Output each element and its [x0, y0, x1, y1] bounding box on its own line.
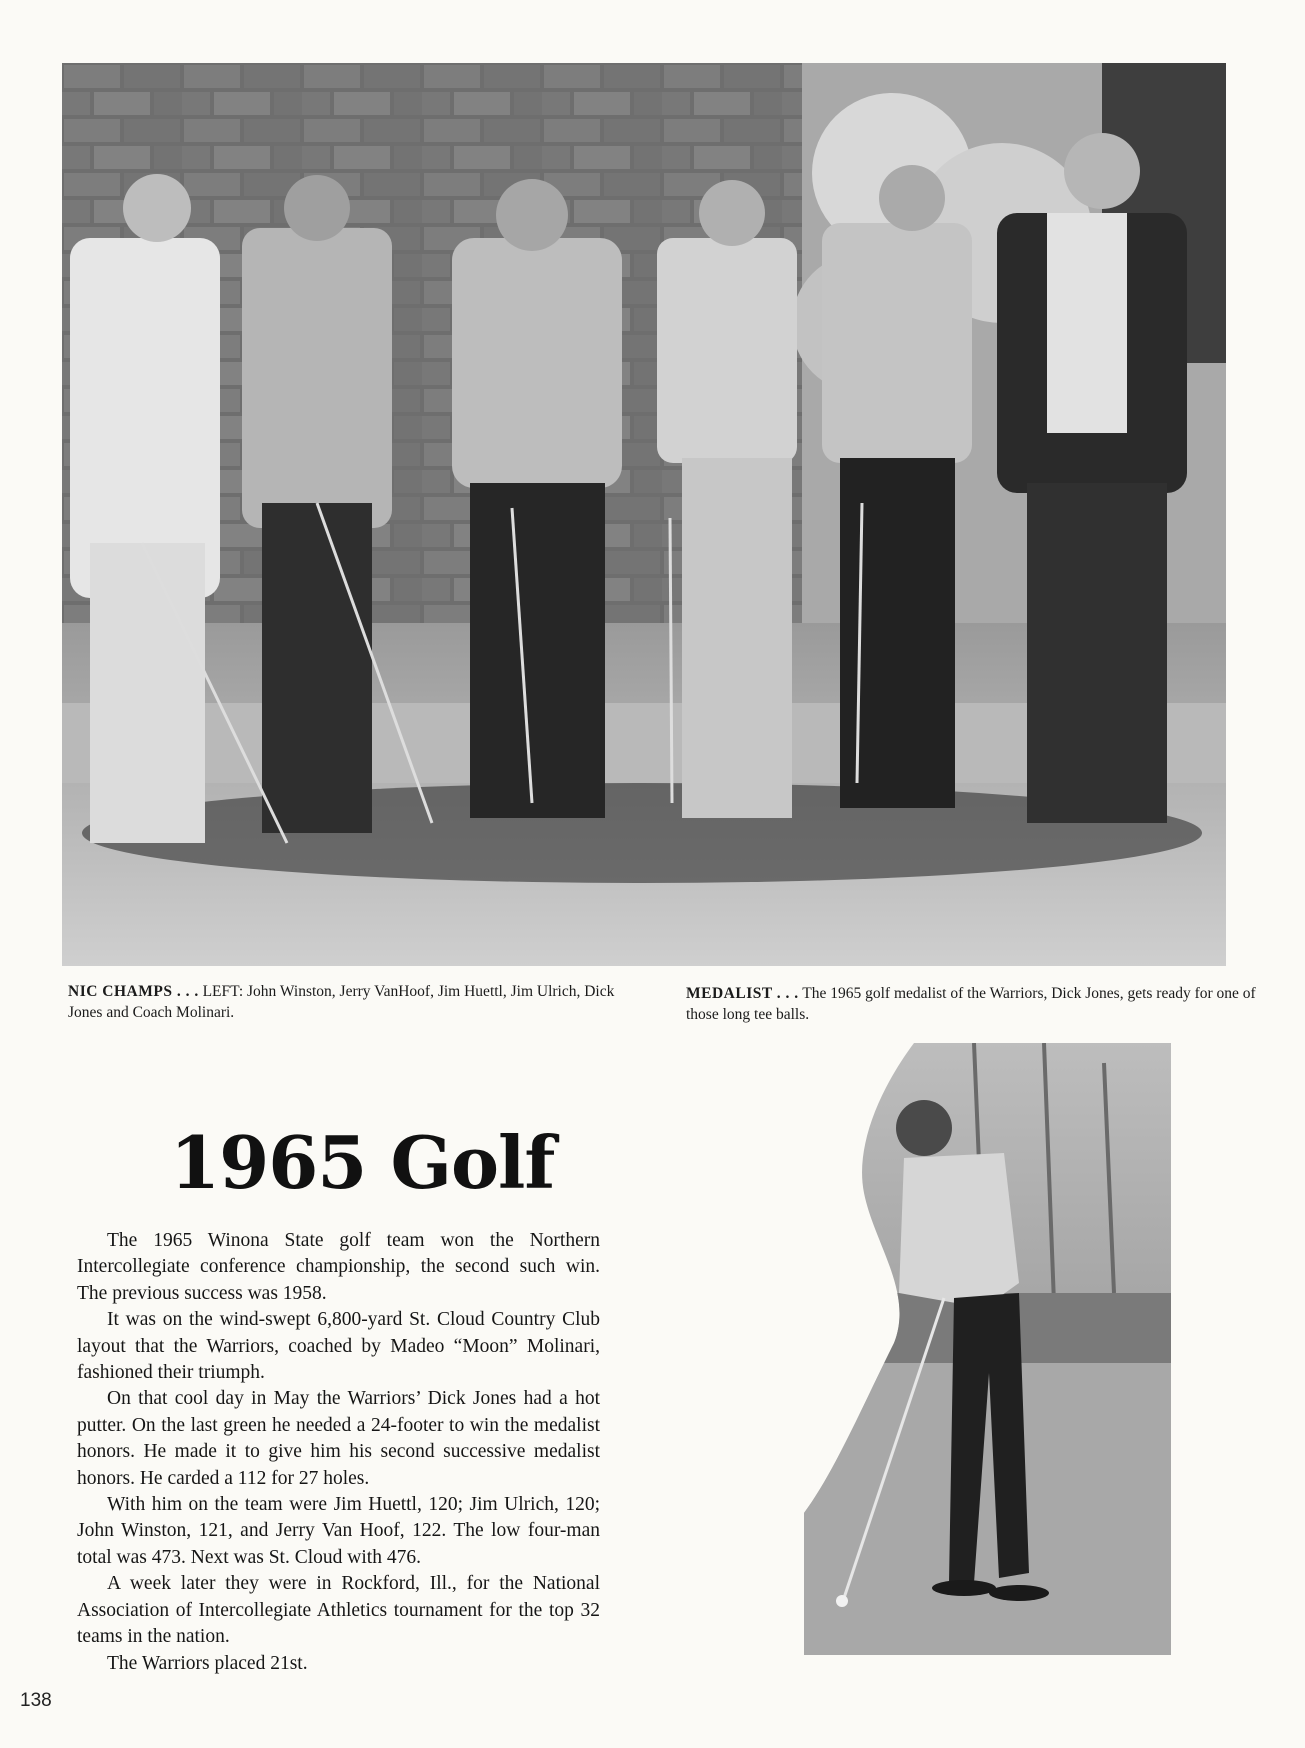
article-paragraph: A week later they were in Rockford, Ill., for the National Association of Intercollegiate Athletics tournament for the top 32 teams in the nation.	[77, 1573, 600, 1648]
team-photo	[62, 63, 1226, 966]
article-paragraph: With him on the team were Jim Huettl, 120; Jim Ulrich, 120; John Winston, 121, and Jerry Van Hoof, 122. The low four-man total was 473. Next was St. Cloud with 476.	[77, 1494, 600, 1568]
team-photo-caption	[68, 981, 628, 1023]
article-paragraph: It was on the wind-swept 6,800-yard St. Cloud Country Club layout that the Warriors, coached by Madeo “Moon” Molinari, fashioned their triumph.	[77, 1309, 600, 1384]
article-paragraph: The 1965 Winona State golf team won the Northern Intercollegiate conference championship, the second such win. The previous success was 1958.	[77, 1230, 600, 1304]
article-paragraph: The Warriors placed 21st.	[107, 1652, 308, 1674]
page-number: 138	[20, 1690, 52, 1711]
caption-text: The 1965 golf medalist of the Warriors, Dick Jones, gets ready for one of those long tee balls.	[686, 985, 1256, 1023]
caption-lead: NIC CHAMPS . . .	[68, 983, 199, 1000]
article-paragraph: On that cool day in May the Warriors’ Dick Jones had a hot putter. On the last green he needed a 24-footer to win the medalist honors. He made it to give him his second successive medalist honors. He carded a 112 for 27 holes.	[77, 1388, 600, 1489]
caption-text: LEFT: John Winston, Jerry VanHoof, Jim Huettl, Jim Ulrich, Dick Jones and Coach Molinari.	[68, 983, 615, 1021]
medalist-photo-caption	[686, 983, 1256, 1025]
medalist-photo	[804, 1043, 1171, 1655]
page-title: 1965 Golf	[170, 1120, 555, 1205]
caption-lead: MEDALIST . . .	[686, 985, 799, 1002]
article-body	[77, 1228, 600, 1677]
